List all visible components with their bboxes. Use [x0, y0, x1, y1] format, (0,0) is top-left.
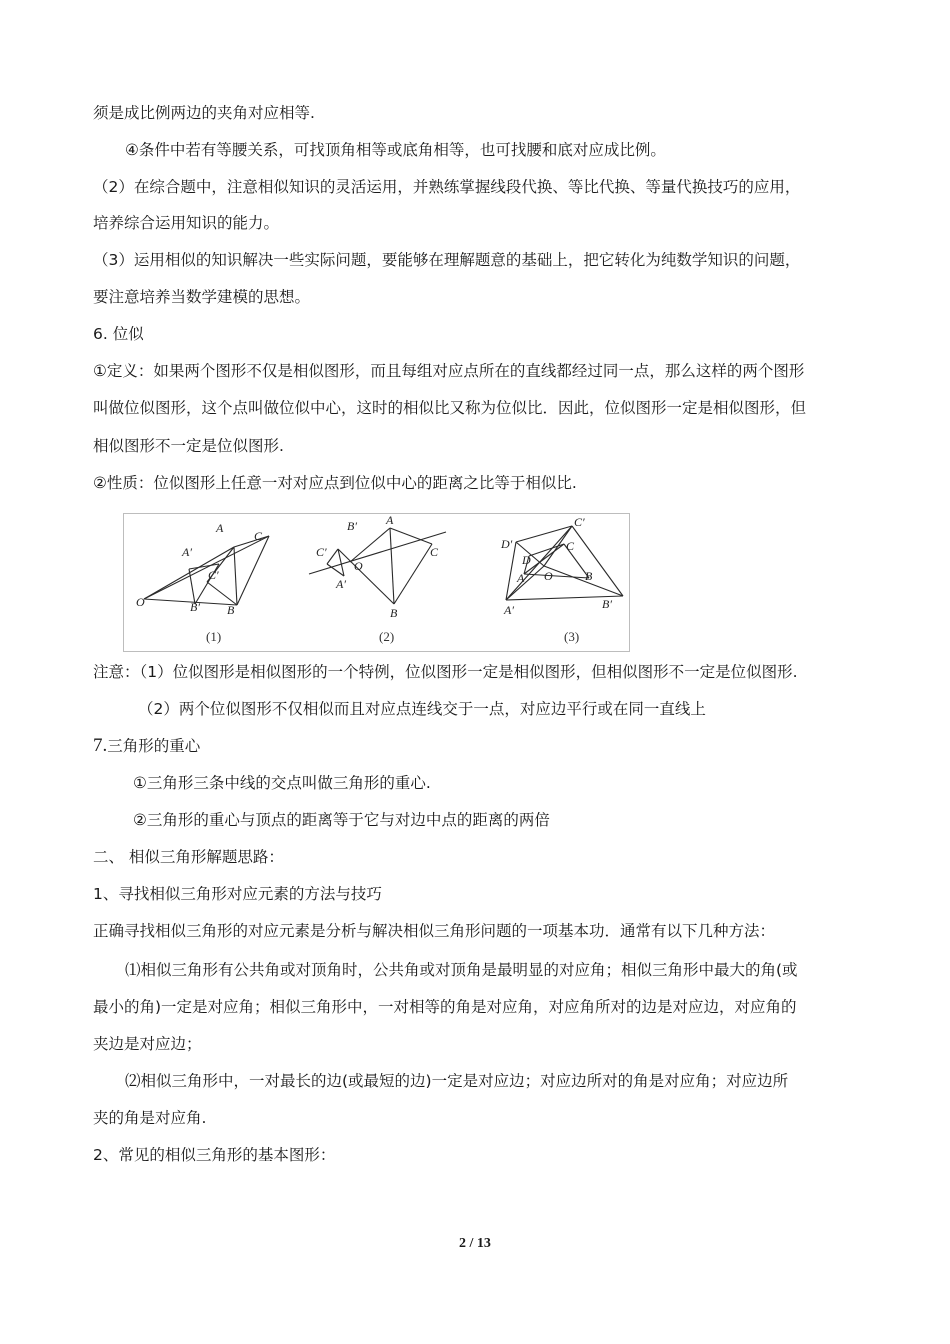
point-label: O — [544, 569, 553, 583]
sub-heading: 1、寻找相似三角形对应元素的方法与技巧 — [93, 885, 382, 903]
note-line: 注意：（1）位似图形是相似图形的一个特例，位似图形一定是相似图形，但相似图形不一定是位似图形. — [93, 663, 798, 681]
text-line: ④条件中若有等腰关系，可找顶角相等或底角相等，也可找腰和底对应成比例。 — [125, 141, 666, 159]
point-label: C′ — [208, 568, 219, 582]
text-line: （2）在综合题中，注意相似知识的灵活运用，并熟练掌握线段代换、等比代换、等量代换技巧的应用， — [93, 178, 801, 196]
point-label: B — [227, 603, 235, 617]
section-heading: 6. 位似 — [93, 325, 144, 343]
figure-caption: (1) — [206, 629, 222, 644]
text-line: 须是成比例两边的夹角对应相等. — [93, 104, 315, 122]
point-label: A — [386, 514, 394, 527]
figure-caption: (3) — [564, 629, 580, 644]
point-label: C — [254, 529, 263, 543]
point-label: B′ — [602, 597, 612, 611]
point-label: C′ — [574, 515, 585, 529]
page-number: 2 / 13 — [459, 1236, 491, 1251]
point-label: B′ — [347, 519, 357, 533]
point-label: B — [585, 569, 593, 583]
text-line: 叫做位似图形，这个点叫做位似中心，这时的相似比又称为位似比．因此，位似图形一定是相似图形，但 — [93, 399, 807, 417]
text-line: 正确寻找相似三角形的对应元素是分析与解决相似三角形问题的一项基本功．通常有以下几种方法： — [93, 922, 776, 940]
point-label: A — [517, 571, 525, 585]
point-label: A′ — [336, 577, 346, 591]
point-label: B′ — [190, 600, 200, 614]
text-line: ⑵相似三角形中，一对最长的边(或最短的边)一定是对应边；对应边所对的角是对应角；对应边所 — [125, 1072, 789, 1090]
text-line: 要注意培养当数学建模的思想。 — [93, 288, 311, 306]
point-label: B — [390, 606, 398, 620]
point-label: A′ — [182, 545, 192, 559]
point-label: D′ — [501, 537, 513, 551]
homothety-figure — [123, 513, 630, 652]
text-line: ②三角形的重心与顶点的距离等于它与对边中点的距离的两倍 — [133, 811, 550, 829]
point-label: A′ — [504, 603, 514, 617]
text-line: ①定义：如果两个图形不仅是相似图形，而且每组对应点所在的直线都经过同一点，那么这样的两个图形 — [93, 362, 805, 380]
homothety-diagrams — [124, 514, 629, 651]
point-label: C — [566, 539, 575, 553]
text-line: 培养综合运用知识的能力。 — [93, 214, 280, 232]
text-line: 相似图形不一定是位似图形. — [93, 437, 284, 455]
text-line: 夹的角是对应角. — [93, 1109, 207, 1127]
point-label: C — [430, 545, 439, 559]
text-line: ②性质：位似图形上任意一对对应点到位似中心的距离之比等于相似比. — [93, 474, 577, 492]
section-number: 7. — [93, 735, 108, 756]
figure-caption: (2) — [379, 629, 395, 644]
note-line: （2）两个位似图形不仅相似而且对应点连线交于一点，对应边平行或在同一直线上 — [138, 700, 706, 718]
point-label: O — [354, 559, 363, 573]
point-label: A — [216, 521, 224, 535]
text-line: ①三角形三条中线的交点叫做三角形的重心. — [133, 774, 431, 792]
text-line: （3）运用相似的知识解决一些实际问题，要能够在理解题意的基础上，把它转化为纯数学知识的问题， — [93, 251, 801, 269]
part-heading: 二、 相似三角形解题思路： — [93, 848, 284, 866]
sub-heading: 2、常见的相似三角形的基本图形： — [93, 1146, 336, 1164]
text-line: ⑴相似三角形有公共角或对顶角时，公共角或对顶角是最明显的对应角；相似三角形中最大的角(或 — [125, 961, 798, 979]
point-label: D — [522, 553, 531, 567]
section-title: 三角形的重心 — [107, 737, 201, 755]
text-line: 夹边是对应边； — [93, 1035, 202, 1053]
section-heading — [93, 736, 200, 756]
text-line: 最小的角)一定是对应角；相似三角形中，一对相等的角是对应角，对应角所对的边是对应边，对应角的 — [93, 998, 797, 1016]
point-label: O — [136, 595, 145, 609]
point-label: C′ — [316, 545, 327, 559]
